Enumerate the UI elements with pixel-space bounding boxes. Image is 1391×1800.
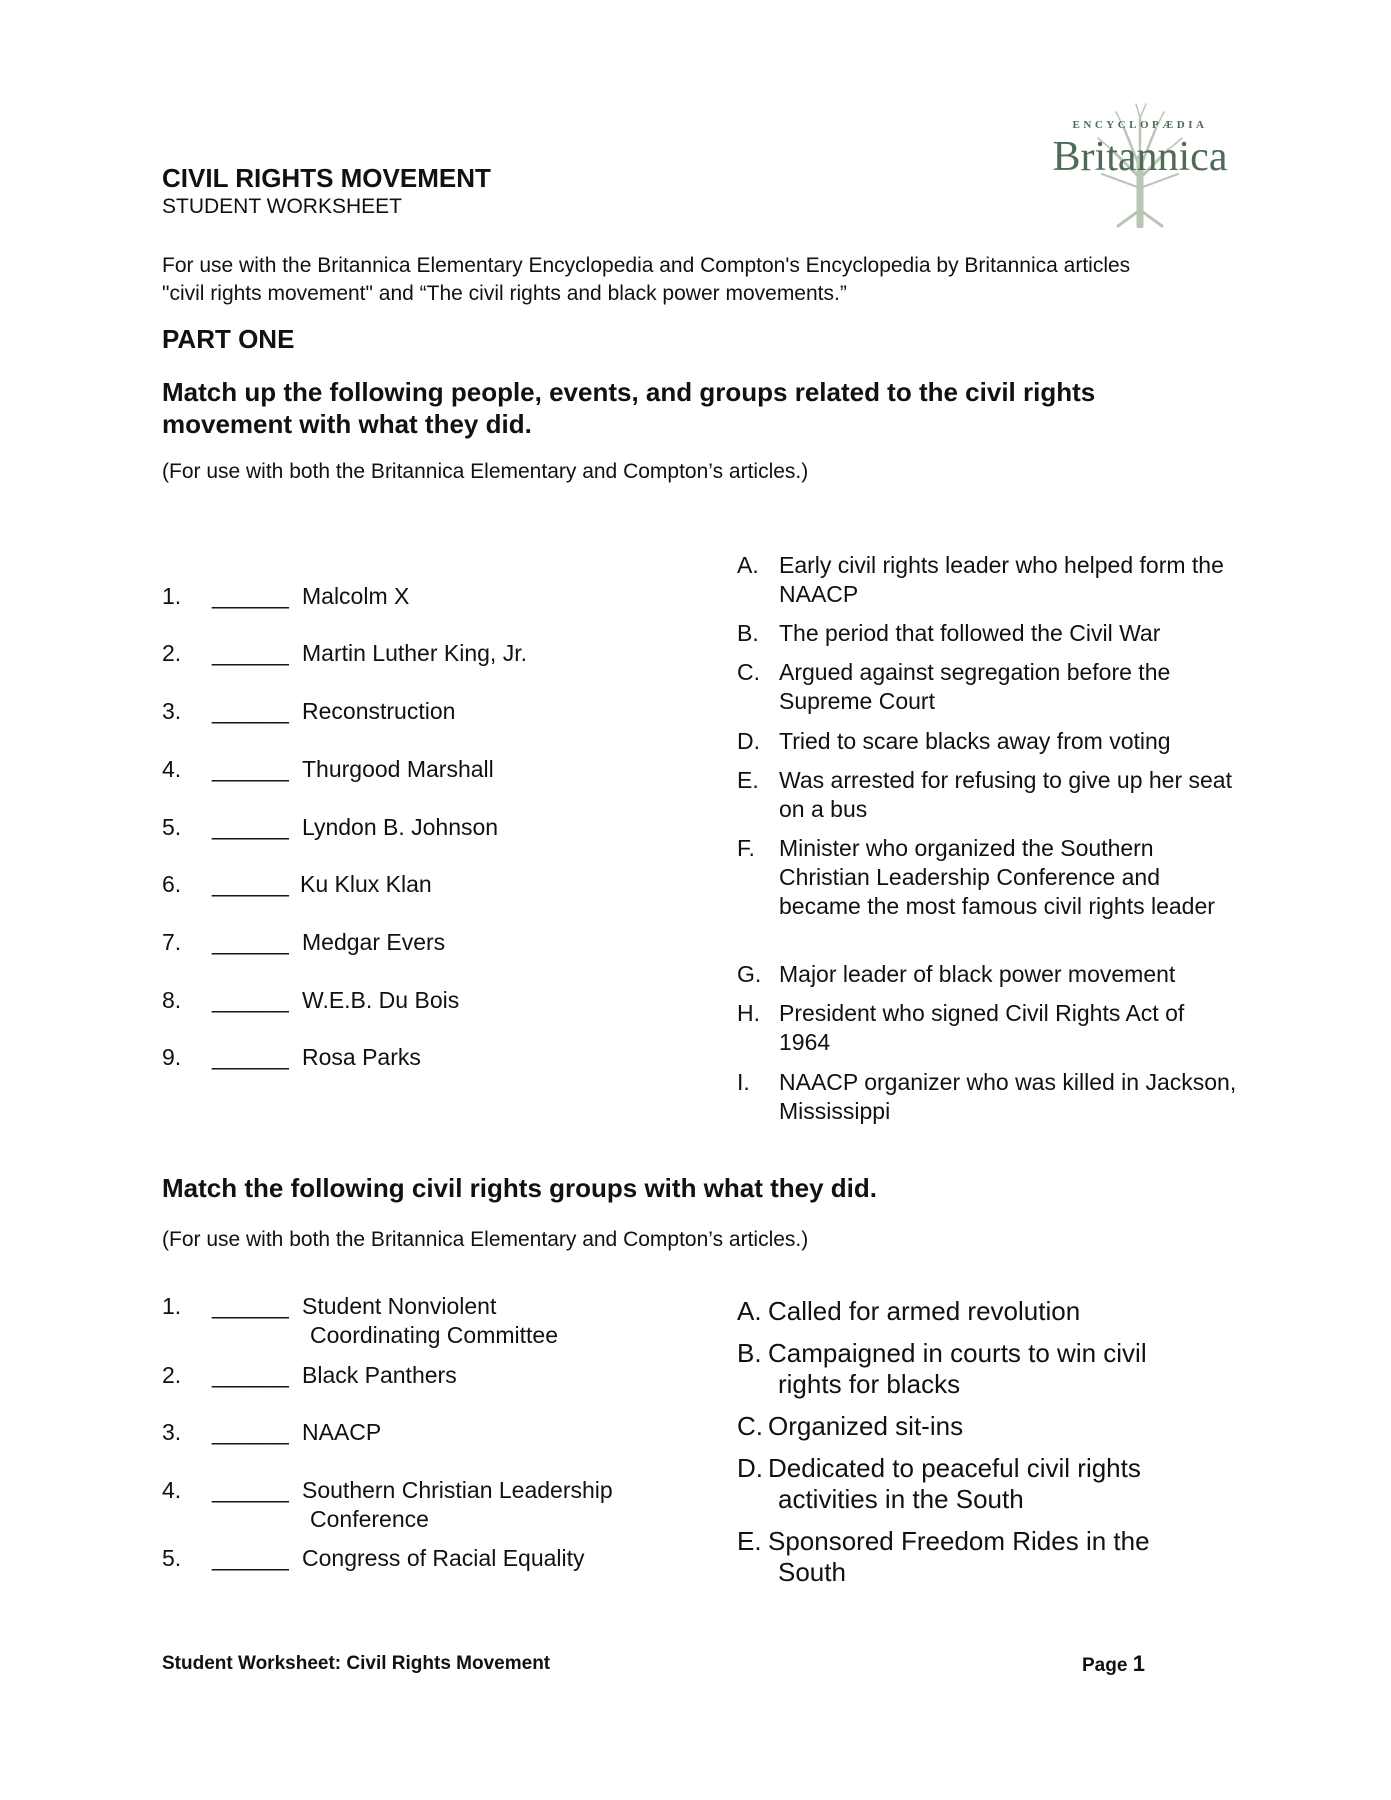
term-number: 5.: [162, 1545, 182, 1571]
term-text: Black Panthers: [302, 1362, 457, 1388]
definition-text: President who signed Civil Rights Act of 1964: [779, 1000, 1185, 1055]
definition-text: The period that followed the Civil War: [779, 620, 1161, 646]
intro-line: "civil rights movement" and “The civil rights and black power movements.”: [162, 282, 847, 305]
definition-letter: I.: [737, 1069, 750, 1095]
definition-letter: B.: [737, 620, 759, 646]
definition-text: South: [778, 1557, 846, 1587]
part-two-heading: Match the following civil rights groups with what they did.: [162, 1173, 878, 1203]
definition-letter: H.: [737, 1000, 760, 1026]
term-text: Reconstruction: [302, 698, 456, 724]
footer-title: Student Worksheet: Civil Rights Movement: [162, 1653, 551, 1674]
answer-blank[interactable]: ______: [212, 814, 289, 840]
term-text: Conference: [310, 1506, 429, 1532]
term-number: 6.: [162, 871, 182, 897]
term-text: Ku Klux Klan: [300, 871, 432, 897]
definition-text: Sponsored Freedom Rides in the: [768, 1526, 1150, 1556]
definition-letter: A.: [737, 1296, 762, 1326]
definition-text: Campaigned in courts to win civil: [768, 1338, 1147, 1368]
definition-letter: E.: [737, 767, 759, 793]
definition-text: rights for blacks: [778, 1369, 961, 1399]
answer-blank[interactable]: ______: [212, 871, 289, 897]
term-text: Malcolm X: [302, 583, 410, 609]
term-text: Student Nonviolent: [302, 1293, 497, 1319]
answer-blank[interactable]: ______: [212, 698, 289, 724]
answer-blank[interactable]: ______: [212, 987, 289, 1013]
britannica-logo: [1040, 98, 1240, 228]
definition-letter: A.: [737, 552, 759, 578]
term-text: Medgar Evers: [302, 929, 446, 955]
term-number: 3.: [162, 698, 182, 724]
term-number: 4.: [162, 756, 182, 782]
definition-text: Argued against segregation before the Supreme Court: [779, 659, 1171, 714]
heading-line: movement with what they did.: [162, 409, 532, 439]
term-text: Southern Christian Leadership: [302, 1477, 613, 1503]
definition-letter: D.: [737, 728, 760, 754]
part-one-label: PART ONE: [162, 324, 295, 354]
term-number: 1.: [162, 583, 182, 609]
definition-text: Organized sit-ins: [768, 1411, 964, 1441]
term-text: W.E.B. Du Bois: [302, 987, 460, 1013]
page-number: [1082, 1651, 1145, 1677]
definition-text: Was arrested for refusing to give up her seat on a bus: [779, 767, 1232, 822]
definition-letter: C.: [737, 659, 760, 685]
definition-letter: E.: [737, 1526, 762, 1556]
worksheet-subtitle: STUDENT WORKSHEET: [162, 195, 402, 218]
term-text: Martin Luther King, Jr.: [302, 640, 527, 666]
term-number: 3.: [162, 1419, 182, 1445]
term-text: Thurgood Marshall: [302, 756, 494, 782]
worksheet-title: CIVIL RIGHTS MOVEMENT: [162, 163, 491, 193]
answer-blank[interactable]: ______: [212, 640, 289, 666]
term-number: 2.: [162, 640, 182, 666]
definition-text: Dedicated to peaceful civil rights: [768, 1453, 1141, 1483]
definition-text: Minister who organized the Southern Christian Leadership Conference and became the most famous civil rights leader: [779, 835, 1215, 919]
tree-logo-icon: [1040, 98, 1240, 228]
part-two-note: (For use with both the Britannica Elementary and Compton’s articles.): [162, 1228, 809, 1251]
intro-line: For use with the Britannica Elementary Encyclopedia and Compton's Encyclopedia by Britannica articles: [162, 254, 1131, 277]
definition-letter: C.: [737, 1411, 763, 1441]
logo-brand-text: Britannica: [1052, 134, 1228, 180]
logo-top-text: ENCYCLOPÆDIA: [1072, 119, 1208, 131]
page-number-value: 1: [1132, 1651, 1145, 1676]
definition-text: Early civil rights leader who helped form the NAACP: [779, 552, 1224, 607]
answer-blank[interactable]: ______: [212, 1044, 289, 1070]
page-label: Page: [1082, 1655, 1128, 1676]
part-one-note: (For use with both the Britannica Elementary and Compton’s articles.): [162, 460, 809, 483]
answer-blank[interactable]: ______: [212, 756, 289, 782]
answer-blank[interactable]: ______: [212, 1419, 289, 1445]
term-number: 5.: [162, 814, 182, 840]
definition-letter: G.: [737, 961, 762, 987]
answer-blank[interactable]: ______: [212, 1293, 289, 1319]
answer-blank[interactable]: ______: [212, 1362, 289, 1388]
term-number: 2.: [162, 1362, 182, 1388]
answer-blank[interactable]: ______: [212, 1545, 289, 1571]
term-text: Coordinating Committee: [310, 1322, 559, 1348]
term-text: Congress of Racial Equality: [302, 1545, 585, 1571]
definition-text: Tried to scare blacks away from voting: [779, 728, 1171, 754]
definition-text: activities in the South: [778, 1484, 1024, 1514]
term-text: Lyndon B. Johnson: [302, 814, 499, 840]
part-one-heading: [162, 376, 1182, 440]
term-number: 9.: [162, 1044, 182, 1070]
term-number: 1.: [162, 1293, 182, 1319]
definition-text: Called for armed revolution: [768, 1296, 1081, 1326]
answer-blank[interactable]: ______: [212, 1477, 289, 1503]
answer-blank[interactable]: ______: [212, 583, 289, 609]
definition-text: Major leader of black power movement: [779, 961, 1176, 987]
heading-line: Match up the following people, events, and groups related to the civil rights: [162, 377, 1096, 407]
term-text: NAACP: [302, 1419, 382, 1445]
definition-text: NAACP organizer who was killed in Jackson, Mississippi: [779, 1069, 1237, 1124]
definition-letter: D.: [737, 1453, 763, 1483]
term-number: 7.: [162, 929, 182, 955]
term-number: 4.: [162, 1477, 182, 1503]
answer-blank[interactable]: ______: [212, 929, 289, 955]
term-number: 8.: [162, 987, 182, 1013]
term-text: Rosa Parks: [302, 1044, 421, 1070]
intro-paragraph: [162, 252, 1242, 308]
definition-letter: B.: [737, 1338, 762, 1368]
definition-letter: F.: [737, 835, 755, 861]
